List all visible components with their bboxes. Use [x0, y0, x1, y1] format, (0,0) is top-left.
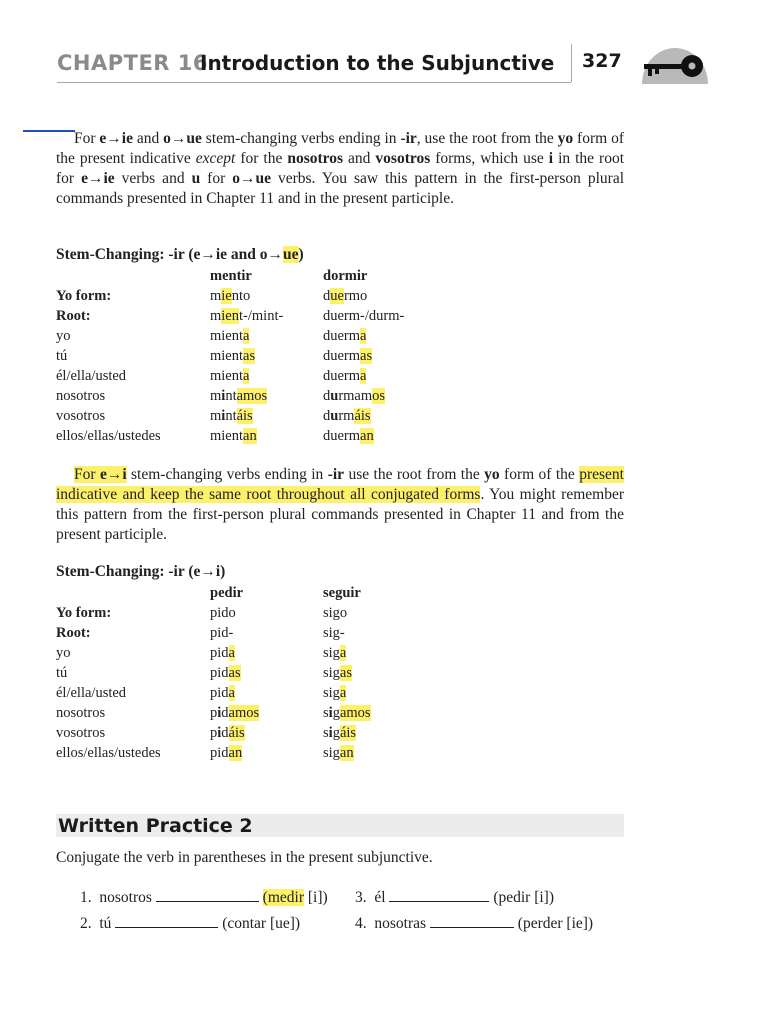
- chapter-title: Introduction to the Subjunctive: [200, 51, 555, 75]
- answer-blank-4[interactable]: [430, 915, 514, 928]
- table2-title: Stem-Changing: -ir (e→i): [56, 563, 226, 580]
- exercise-item-2: 2. tú (contar [ue]): [80, 915, 301, 932]
- col-pedir: pedir: [210, 585, 244, 601]
- table1-title: Stem-Changing: -ir (e→ie and o→ue): [56, 246, 304, 263]
- practice-heading-bar: [56, 814, 624, 837]
- intro-paragraph-1: For e→ie and o→ue stem-changing verbs ending in -ir, use the root from the yo form of the present indicative except for the nosotros and vosotros forms, which use i in the root for e→ie verbs and u for o→ue verbs. You saw this pattern in the first-person plural commands presented in Chapter 11 and in the present participle.: [56, 130, 625, 207]
- answer-blank-3[interactable]: [389, 889, 489, 902]
- practice-instructions: Conjugate the verb in parentheses in the present subjunctive.: [56, 849, 433, 866]
- header-divider: [571, 44, 572, 82]
- col-mentir: mentir: [210, 268, 252, 284]
- exercise-item-1: 1. nosotros (medir [i]): [80, 889, 328, 906]
- answer-blank-1[interactable]: [156, 889, 259, 902]
- col-dormir: dormir: [323, 268, 368, 284]
- intro-paragraph-2: For e→i stem-changing verbs ending in -ir use the root from the yo form of the present indicative and keep the same root throughout all conjugated forms. You might remember this pattern from the first-person plural commands presented in Chapter 11 and from the present participle.: [56, 466, 624, 543]
- exercise-item-3: 3. él (pedir [i]): [355, 889, 554, 906]
- page-header: [57, 44, 712, 84]
- exercise-item-4: 4. nosotras (perder [ie]): [355, 915, 594, 932]
- answer-blank-2[interactable]: [115, 915, 218, 928]
- page-number: 327: [582, 50, 622, 72]
- col-seguir: seguir: [323, 585, 361, 601]
- key-icon: [638, 44, 712, 84]
- header-rule: [57, 82, 571, 83]
- practice-title: Written Practice 2: [58, 815, 253, 837]
- chapter-label: CHAPTER 16: [57, 51, 209, 75]
